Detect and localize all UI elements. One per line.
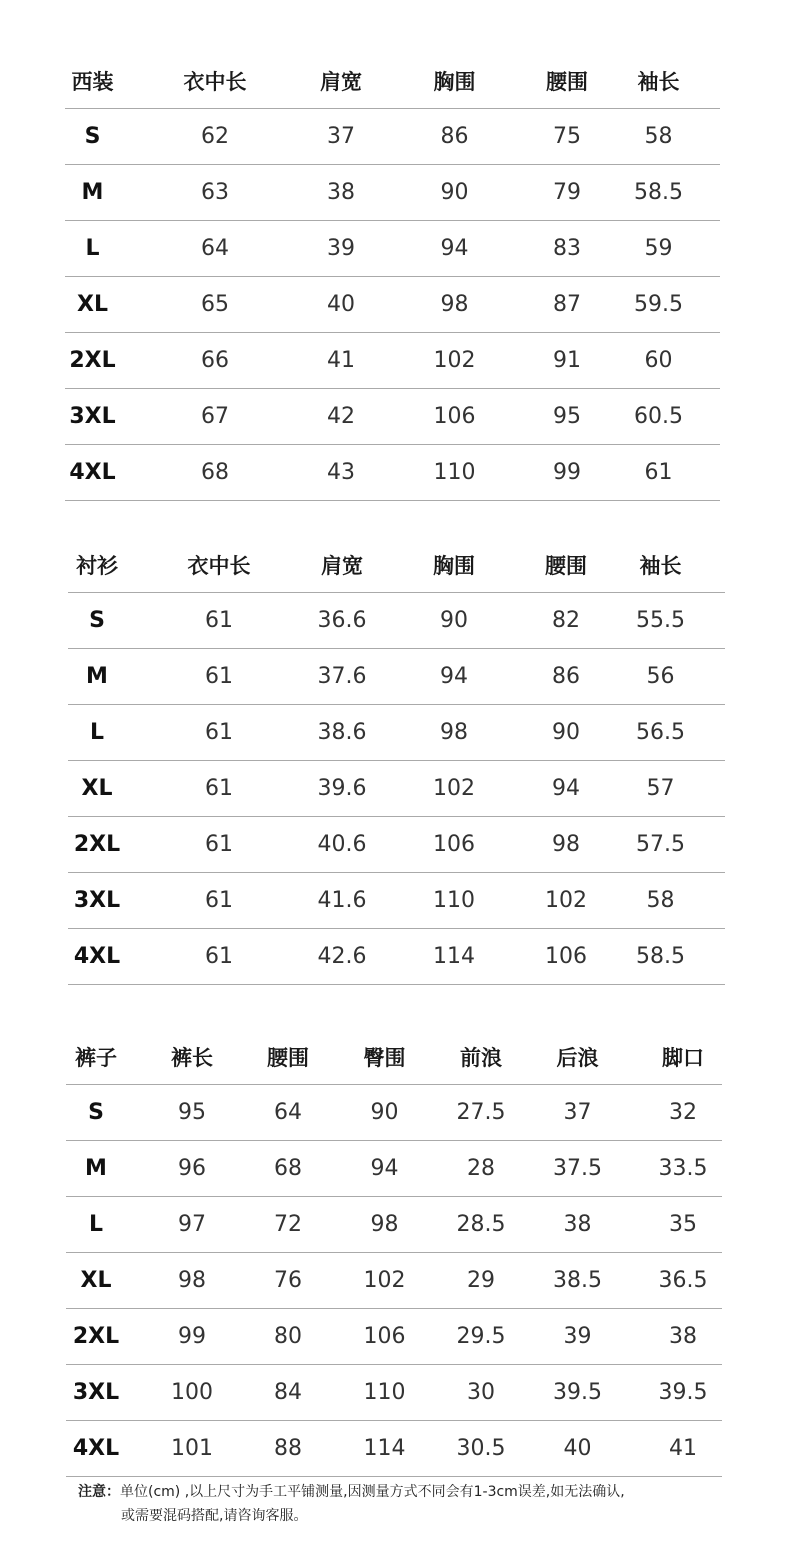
note-text-1: 单位(cm) ,以上尺寸为手工平铺测量,因测量方式不同会有1-3cm误差,如无法确认, [120,1484,625,1500]
measurement-cell: 56 [596,649,725,705]
table-row [66,1085,722,1141]
measurement-cell: 114 [318,1421,451,1477]
measurement-cell: 35 [644,1197,722,1253]
measurement-cell: 61 [126,593,312,649]
measurement-cell: 75 [537,109,597,165]
size-label: L [66,1197,126,1253]
measurement-cell: 58.5 [596,929,725,985]
measurement-cell: 40 [310,277,372,333]
size-label: M [68,649,126,705]
measurement-cell: 29 [451,1253,511,1309]
measurement-cell: 101 [126,1421,258,1477]
measurement-note [78,1480,758,1528]
measurement-cell: 41 [644,1421,722,1477]
measurement-cell: 80 [258,1309,318,1365]
size-label: L [65,221,120,277]
pants-table-title: 裤子 [66,1030,126,1085]
column-header: 后浪 [511,1030,644,1085]
column-header: 袖长 [596,538,725,593]
column-header: 腰围 [258,1030,318,1085]
size-label: XL [65,277,120,333]
size-label: L [68,705,126,761]
size-label: XL [66,1253,126,1309]
size-label: M [65,165,120,221]
measurement-cell: 61 [126,817,312,873]
measurement-cell: 39 [511,1309,644,1365]
measurement-cell: 84 [258,1365,318,1421]
measurement-cell: 58 [596,873,725,929]
measurement-cell: 88 [258,1421,318,1477]
column-header: 腰围 [537,54,597,109]
measurement-cell: 95 [537,389,597,445]
measurement-cell: 64 [258,1085,318,1141]
measurement-cell: 102 [536,873,596,929]
size-label: S [65,109,120,165]
table-row [66,1197,722,1253]
measurement-cell: 43 [310,445,372,501]
measurement-cell: 39.5 [644,1365,722,1421]
shirt-table-title: 衬衫 [68,538,126,593]
size-label: 2XL [65,333,120,389]
measurement-cell: 42 [310,389,372,445]
measurement-cell: 98 [372,277,537,333]
measurement-cell: 90 [318,1085,451,1141]
measurement-cell: 61 [597,445,720,501]
measurement-cell: 100 [126,1365,258,1421]
measurement-cell: 95 [126,1085,258,1141]
table-row [65,389,720,445]
column-header: 衣中长 [126,538,312,593]
measurement-cell: 90 [536,705,596,761]
shirt-size-table [68,538,725,985]
shirt-table-header [68,538,725,593]
measurement-cell: 36.6 [312,593,372,649]
measurement-cell: 38 [644,1309,722,1365]
column-header: 腰围 [536,538,596,593]
suit-size-table [65,54,720,501]
table-row [68,929,725,985]
measurement-cell: 61 [126,761,312,817]
measurement-cell: 39.6 [312,761,372,817]
table-row [68,593,725,649]
table-row [66,1309,722,1365]
measurement-cell: 106 [372,817,536,873]
measurement-cell: 60 [597,333,720,389]
measurement-cell: 90 [372,165,537,221]
measurement-cell: 30.5 [451,1421,511,1477]
column-header: 肩宽 [312,538,372,593]
shirt-table-body [68,593,725,985]
table-row [68,817,725,873]
measurement-cell: 63 [120,165,310,221]
measurement-cell: 28.5 [451,1197,511,1253]
size-label: 2XL [66,1309,126,1365]
note-line-2: 或需要混码搭配,请咨询客服。 [121,1508,308,1524]
measurement-cell: 106 [536,929,596,985]
size-label: 2XL [68,817,126,873]
column-header: 肩宽 [310,54,372,109]
measurement-cell: 39 [310,221,372,277]
table-row [66,1253,722,1309]
pants-header-row [66,1030,722,1085]
measurement-cell: 94 [536,761,596,817]
measurement-cell: 99 [537,445,597,501]
table-row [65,221,720,277]
table-row [65,109,720,165]
column-header: 脚口 [644,1030,722,1085]
table-row [65,277,720,333]
table-row [68,761,725,817]
measurement-cell: 64 [120,221,310,277]
table-row [65,165,720,221]
table-row [66,1365,722,1421]
column-header: 衣中长 [120,54,310,109]
table-row [65,445,720,501]
measurement-cell: 37 [511,1085,644,1141]
table-row [68,705,725,761]
measurement-cell: 106 [372,389,537,445]
measurement-cell: 59.5 [597,277,720,333]
measurement-cell: 61 [126,705,312,761]
table-row [68,649,725,705]
measurement-cell: 98 [318,1197,451,1253]
measurement-cell: 68 [120,445,310,501]
measurement-cell: 110 [318,1365,451,1421]
measurement-cell: 94 [372,221,537,277]
table-row [65,333,720,389]
measurement-cell: 36.5 [644,1253,722,1309]
measurement-cell: 90 [372,593,536,649]
suit-header-row [65,54,720,109]
measurement-cell: 38 [310,165,372,221]
measurement-cell: 37.5 [511,1141,644,1197]
measurement-cell: 38.5 [511,1253,644,1309]
measurement-cell: 42.6 [312,929,372,985]
size-label: 3XL [68,873,126,929]
measurement-cell: 94 [372,649,536,705]
column-header: 袖长 [597,54,720,109]
measurement-cell: 38 [511,1197,644,1253]
measurement-cell: 114 [372,929,536,985]
column-header: 裤长 [126,1030,258,1085]
measurement-cell: 110 [372,445,537,501]
measurement-cell: 79 [537,165,597,221]
shirt-header-row [68,538,725,593]
measurement-cell: 86 [536,649,596,705]
measurement-cell: 82 [536,593,596,649]
column-header: 前浪 [451,1030,511,1085]
measurement-cell: 61 [126,649,312,705]
size-label: 4XL [68,929,126,985]
measurement-cell: 67 [120,389,310,445]
pants-table-header [66,1030,722,1085]
measurement-cell: 37 [310,109,372,165]
measurement-cell: 72 [258,1197,318,1253]
note-label: 注意： [78,1484,120,1500]
measurement-cell: 55.5 [596,593,725,649]
size-label: 4XL [66,1421,126,1477]
measurement-cell: 98 [536,817,596,873]
measurement-cell: 97 [126,1197,258,1253]
suit-table-header [65,54,720,109]
size-label: 3XL [66,1365,126,1421]
size-label: S [66,1085,126,1141]
pants-table-body [66,1085,722,1477]
measurement-cell: 33.5 [644,1141,722,1197]
measurement-cell: 86 [372,109,537,165]
measurement-cell: 57.5 [596,817,725,873]
measurement-cell: 98 [372,705,536,761]
measurement-cell: 65 [120,277,310,333]
table-row [66,1421,722,1477]
measurement-cell: 91 [537,333,597,389]
measurement-cell: 98 [126,1253,258,1309]
measurement-cell: 96 [126,1141,258,1197]
measurement-cell: 39.5 [511,1365,644,1421]
measurement-cell: 110 [372,873,536,929]
measurement-cell: 94 [318,1141,451,1197]
measurement-cell: 40.6 [312,817,372,873]
measurement-cell: 102 [372,761,536,817]
size-label: 4XL [65,445,120,501]
measurement-cell: 40 [511,1421,644,1477]
measurement-cell: 29.5 [451,1309,511,1365]
suit-table-body [65,109,720,501]
measurement-cell: 102 [318,1253,451,1309]
size-label: S [68,593,126,649]
measurement-cell: 61 [126,873,312,929]
measurement-cell: 38.6 [312,705,372,761]
measurement-cell: 87 [537,277,597,333]
note-line-1 [78,1480,758,1504]
column-header: 胸围 [372,538,536,593]
measurement-cell: 58 [597,109,720,165]
measurement-cell: 68 [258,1141,318,1197]
column-header: 胸围 [372,54,537,109]
measurement-cell: 27.5 [451,1085,511,1141]
table-row [66,1141,722,1197]
measurement-cell: 32 [644,1085,722,1141]
table-row [68,873,725,929]
measurement-cell: 30 [451,1365,511,1421]
measurement-cell: 56.5 [596,705,725,761]
measurement-cell: 76 [258,1253,318,1309]
size-label: 3XL [65,389,120,445]
measurement-cell: 106 [318,1309,451,1365]
pants-size-table [66,1030,722,1477]
measurement-cell: 60.5 [597,389,720,445]
size-label: M [66,1141,126,1197]
measurement-cell: 99 [126,1309,258,1365]
measurement-cell: 28 [451,1141,511,1197]
measurement-cell: 41 [310,333,372,389]
measurement-cell: 66 [120,333,310,389]
measurement-cell: 57 [596,761,725,817]
column-header: 臀围 [318,1030,451,1085]
size-label: XL [68,761,126,817]
measurement-cell: 59 [597,221,720,277]
measurement-cell: 58.5 [597,165,720,221]
measurement-cell: 62 [120,109,310,165]
suit-table-title: 西装 [65,54,120,109]
measurement-cell: 37.6 [312,649,372,705]
measurement-cell: 61 [126,929,312,985]
measurement-cell: 102 [372,333,537,389]
measurement-cell: 41.6 [312,873,372,929]
measurement-cell: 83 [537,221,597,277]
